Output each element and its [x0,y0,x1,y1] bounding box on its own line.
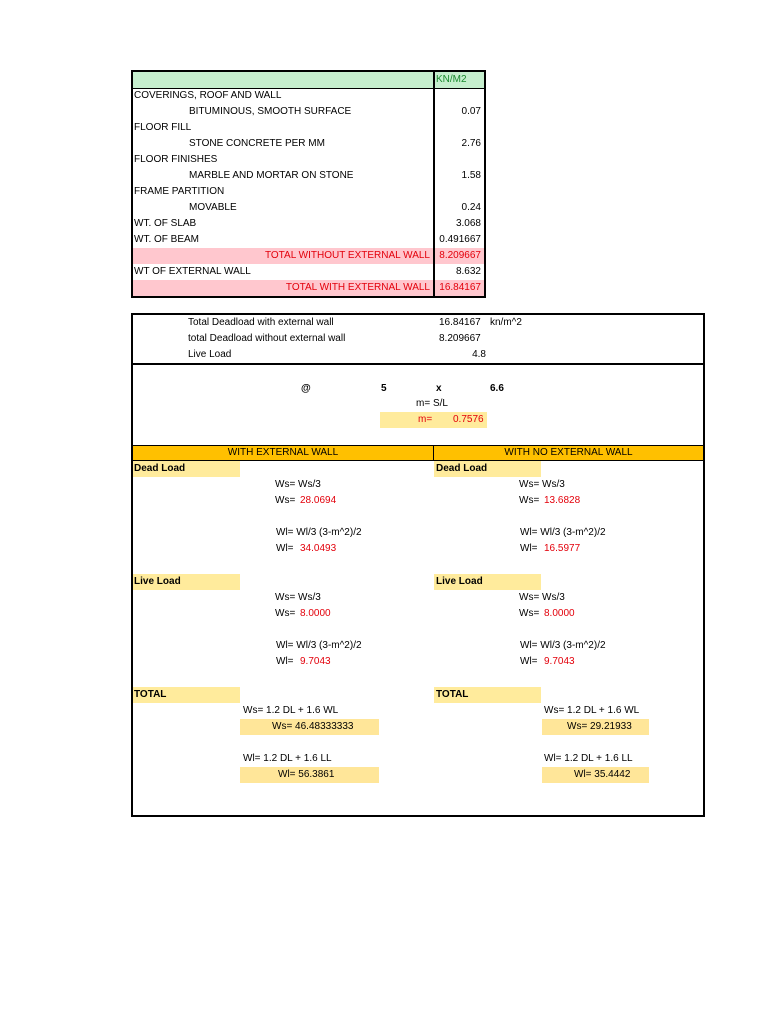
short-span: 5 [381,383,387,394]
ws-value: 13.6828 [544,495,581,506]
ws-result: Ws= 46.48333333 [272,721,354,732]
row-value: 2.76 [461,138,481,149]
ws-label: Ws= [519,495,540,506]
total-without-wall-label: TOTAL WITHOUT EXTERNAL WALL [264,250,430,261]
total-without-wall-value: 8.209667 [439,250,481,261]
ws-result: Ws= 29.21933 [567,721,632,732]
ws-combo-formula: Ws= 1.2 DL + 1.6 WL [544,705,640,716]
wl-value: 34.0493 [300,543,337,554]
ratio-formula: m= S/L [416,398,448,409]
ratio-label: m= [418,414,433,425]
ws-formula: Ws= Ws/3 [275,479,321,490]
wl-label: Wl= [276,656,294,667]
ws-value: 28.0694 [300,495,337,506]
times-symbol: x [436,383,442,394]
wl-formula: Wl= Wl/3 (3-m^2)/2 [520,527,606,538]
right-case-header: WITH NO EXTERNAL WALL [504,447,633,458]
summary-unit: kn/m^2 [490,317,522,328]
summary-value: 16.84167 [439,317,481,328]
at-symbol: @ [301,383,311,394]
row-label: STONE CONCRETE PER MM [189,138,325,149]
row-value: 3.068 [455,218,481,229]
row-label: MARBLE AND MORTAR ON STONE [189,170,354,181]
row-value: 8.632 [455,266,481,277]
table-header-row [133,72,484,89]
wl-formula: Wl= Wl/3 (3-m^2)/2 [520,640,606,651]
summary-value: 4.8 [472,349,486,360]
wl-combo-formula: Wl= 1.2 DL + 1.6 LL [243,753,332,764]
wl-value: 9.7043 [544,656,575,667]
wl-result: Wl= 35.4442 [574,769,631,780]
long-span: 6.6 [490,383,504,394]
summary-label: Total Deadload with external wall [188,317,334,328]
row-label: COVERINGS, ROOF AND WALL [134,90,282,101]
wl-formula: Wl= Wl/3 (3-m^2)/2 [276,527,362,538]
wl-label: Wl= [276,543,294,554]
column-divider [433,72,435,296]
wl-result: Wl= 56.3861 [278,769,335,780]
wl-formula: Wl= Wl/3 (3-m^2)/2 [276,640,362,651]
live-load-title: Live Load [436,576,483,587]
row-value: 0.24 [461,202,481,213]
ws-formula: Ws= Ws/3 [519,592,565,603]
ws-combo-formula: Ws= 1.2 DL + 1.6 WL [243,705,339,716]
row-value: 1.58 [461,170,481,181]
total-with-wall-label: TOTAL WITH EXTERNAL WALL [285,282,430,293]
total-with-wall-value: 16.84167 [439,282,481,293]
total-title: TOTAL [134,689,167,700]
summary-label: Live Load [188,349,232,360]
ws-formula: Ws= Ws/3 [275,592,321,603]
ws-value: 8.0000 [544,608,575,619]
row-label: WT OF EXTERNAL WALL [134,266,251,277]
ws-label: Ws= [519,608,540,619]
total-title: TOTAL [436,689,469,700]
row-value: 0.07 [461,106,481,117]
row-label: FRAME PARTITION [134,186,225,197]
dead-load-title: Dead Load [436,463,488,474]
wl-value: 9.7043 [300,656,331,667]
unit-header: KN/M2 [436,74,467,85]
wl-label: Wl= [520,543,538,554]
left-case-header: WITH EXTERNAL WALL [227,447,339,458]
wl-combo-formula: Wl= 1.2 DL + 1.6 LL [544,753,633,764]
row-label: WT. OF BEAM [134,234,199,245]
wl-label: Wl= [520,656,538,667]
row-label: MOVABLE [189,202,237,213]
ws-value: 8.0000 [300,608,331,619]
divider [133,363,703,365]
ws-label: Ws= [275,608,296,619]
ratio-value: 0.7576 [453,414,484,425]
row-label: WT. OF SLAB [134,218,197,229]
live-load-title: Live Load [134,576,181,587]
load-distribution-table [131,313,705,817]
dead-load-title: Dead Load [134,463,186,474]
summary-label: total Deadload without external wall [188,333,346,344]
row-label: BITUMINOUS, SMOOTH SURFACE [189,106,352,117]
wl-value: 16.5977 [544,543,581,554]
summary-value: 8.209667 [439,333,481,344]
row-label: FLOOR FILL [134,122,192,133]
ws-label: Ws= [275,495,296,506]
row-value: 0.491667 [439,234,481,245]
row-label: FLOOR FINISHES [134,154,218,165]
ws-formula: Ws= Ws/3 [519,479,565,490]
dead-load-table [131,70,486,298]
